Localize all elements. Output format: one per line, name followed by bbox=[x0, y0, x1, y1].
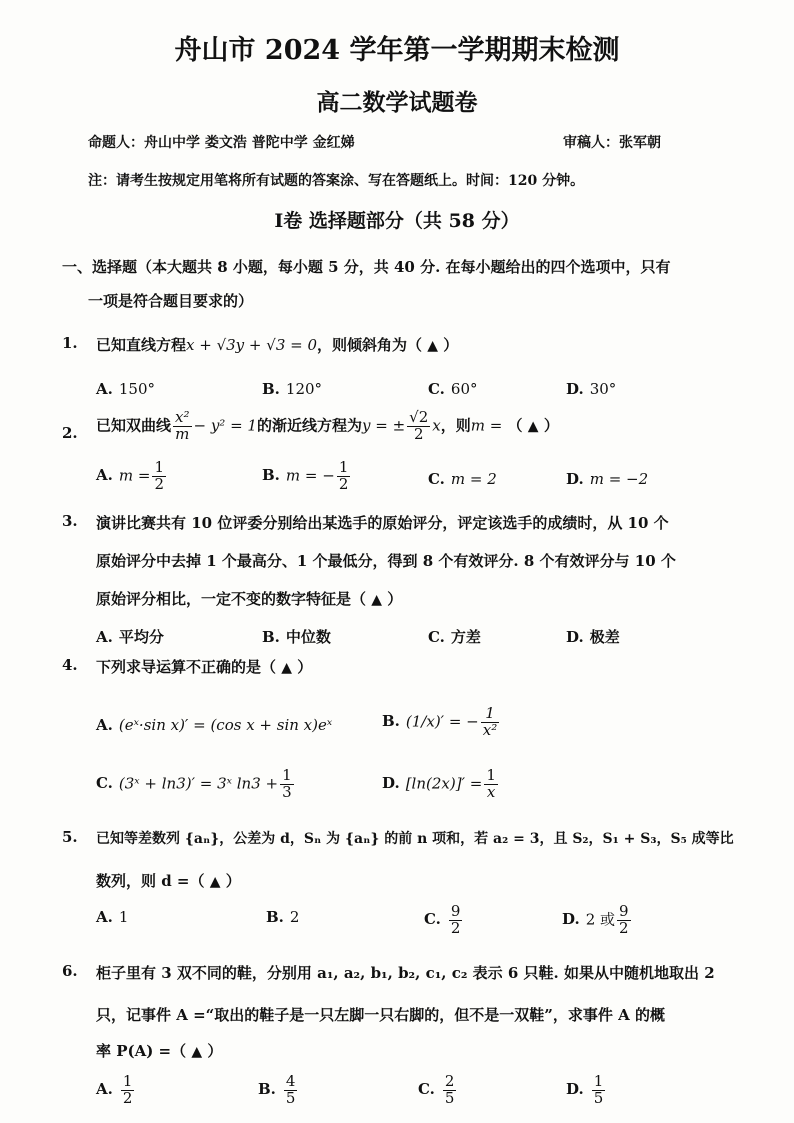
option-label: A. bbox=[96, 466, 113, 485]
option-fraction bbox=[121, 1074, 135, 1107]
q6-option-c[interactable] bbox=[418, 1074, 458, 1107]
option-text: 1 bbox=[118, 908, 129, 926]
q2-text-mid: 的渐近线方程为 bbox=[256, 416, 362, 435]
q4-close-paren: ） bbox=[297, 658, 313, 676]
denominator: 2 bbox=[122, 1088, 133, 1107]
q4-option-c[interactable] bbox=[96, 768, 296, 801]
question-number: 3. bbox=[62, 512, 78, 530]
q3-close-paren: ） bbox=[387, 590, 403, 608]
denominator: x² bbox=[482, 720, 498, 739]
option-fraction bbox=[484, 768, 498, 801]
answer-marker-icon: ▲ bbox=[209, 874, 221, 890]
question-6-line3 bbox=[96, 1040, 222, 1061]
option-label: D. bbox=[562, 910, 580, 929]
option-label: D. bbox=[566, 470, 584, 488]
q2-option-a[interactable] bbox=[96, 460, 168, 493]
q5-close-paren: ） bbox=[225, 872, 241, 890]
question-number: 4. bbox=[62, 656, 78, 674]
q2-open-paren: （ bbox=[507, 416, 523, 435]
question-number: 2. bbox=[62, 424, 78, 442]
option-fraction bbox=[481, 706, 499, 739]
denominator: 2 bbox=[154, 474, 164, 493]
option-text: 30° bbox=[589, 380, 617, 398]
option-label: B. bbox=[382, 712, 400, 731]
q4-option-d[interactable] bbox=[382, 768, 500, 801]
option-text: 150° bbox=[118, 380, 156, 398]
denominator: 3 bbox=[282, 782, 292, 801]
part1-instructions-line2: 一项是符合题目要求的） bbox=[88, 292, 254, 310]
authors-line: 命题人：舟山中学 娄文浩 普陀中学 金红娣 bbox=[88, 135, 355, 151]
q1-option-a[interactable] bbox=[96, 380, 155, 398]
option-label: A. bbox=[96, 908, 113, 926]
option-label: D. bbox=[566, 1080, 584, 1099]
q6-text: 率 P(A) =（ bbox=[96, 1042, 187, 1060]
denominator: 2 bbox=[338, 474, 349, 493]
question-3-line3 bbox=[96, 588, 402, 609]
numerator: 1 bbox=[122, 1072, 133, 1090]
option-label: A. bbox=[96, 380, 113, 398]
option-label: C. bbox=[424, 910, 441, 929]
q2-option-d[interactable] bbox=[566, 470, 648, 488]
denominator: 2 bbox=[450, 918, 461, 937]
numerator: 1 bbox=[282, 766, 292, 784]
numerator: 1 bbox=[486, 766, 496, 784]
option-fraction bbox=[280, 768, 294, 801]
q3-text: 原始评分相比，一定不变的数字特征是（ bbox=[96, 590, 367, 608]
reviewer-line: 审稿人：张军朝 bbox=[563, 135, 661, 151]
q2-text-post: ，则 bbox=[440, 416, 471, 435]
option-text: 方差 bbox=[450, 628, 481, 646]
numerator: 1 bbox=[154, 458, 164, 476]
option-label: A. bbox=[96, 1080, 113, 1099]
option-fraction bbox=[617, 904, 631, 937]
option-text: 极差 bbox=[589, 628, 620, 646]
option-label: C. bbox=[428, 628, 445, 646]
numerator: x² bbox=[175, 408, 190, 426]
option-text: m = bbox=[118, 466, 151, 485]
option-label: A. bbox=[96, 628, 113, 646]
option-fraction bbox=[152, 460, 166, 493]
option-label: A. bbox=[96, 716, 113, 734]
q6-close-paren: ） bbox=[207, 1042, 223, 1060]
numerator: 9 bbox=[619, 902, 629, 920]
option-label: D. bbox=[566, 628, 584, 646]
denominator: 2 bbox=[413, 424, 424, 443]
exam-subtitle: 高二数学试题卷 bbox=[316, 89, 478, 116]
numerator: 4 bbox=[285, 1072, 296, 1090]
option-label: C. bbox=[96, 774, 113, 793]
option-fraction bbox=[449, 904, 463, 937]
q2-equation-tail: − y² = 1 bbox=[193, 416, 257, 435]
q2-fraction bbox=[173, 410, 191, 443]
q1-line-equation: x + √3y + √3 = 0 bbox=[186, 336, 318, 354]
option-text: 2 或 bbox=[585, 910, 616, 929]
numerator: 2 bbox=[444, 1072, 455, 1090]
denominator: m bbox=[175, 424, 190, 443]
option-fraction bbox=[443, 1074, 457, 1107]
numerator: 9 bbox=[450, 902, 461, 920]
numerator: √2 bbox=[409, 408, 429, 426]
question-1-text bbox=[96, 334, 458, 355]
question-number: 1. bbox=[62, 334, 78, 352]
option-label: B. bbox=[262, 466, 280, 485]
q4-option-b[interactable] bbox=[382, 706, 501, 739]
option-label: B. bbox=[266, 908, 284, 926]
q3-option-a[interactable] bbox=[96, 626, 164, 647]
option-fraction bbox=[592, 1074, 606, 1107]
q5-option-a[interactable] bbox=[96, 908, 128, 926]
question-6-line2: 只，记事件 A =“取出的鞋子是一只左脚一只右脚的，但不是一双鞋”，求事件 A 的概 bbox=[96, 1006, 665, 1024]
q6-option-b[interactable] bbox=[258, 1074, 299, 1107]
q1-option-d[interactable] bbox=[566, 380, 616, 398]
answer-marker-icon: ▲ bbox=[191, 1044, 203, 1060]
answer-marker-icon: ▲ bbox=[371, 592, 383, 608]
option-text: m = − bbox=[285, 466, 335, 485]
q6-option-d[interactable] bbox=[566, 1074, 607, 1107]
option-text: 平均分 bbox=[118, 628, 164, 646]
question-5-line1: 已知等差数列 {aₙ}，公差为 d，Sₙ 为 {aₙ} 的前 n 项和，若 a₂ = 3，且 S₂，S₁ + S₃，S₅ 成等比 bbox=[96, 831, 734, 847]
q1-option-b[interactable] bbox=[262, 380, 322, 398]
option-label: C. bbox=[428, 470, 445, 488]
q2-text-pre: 已知双曲线 bbox=[96, 416, 172, 435]
q1-close-paren: ） bbox=[443, 336, 459, 354]
option-text: m = −2 bbox=[589, 470, 649, 488]
option-text: m = 2 bbox=[450, 470, 497, 488]
option-label: C. bbox=[418, 1080, 435, 1099]
q6-option-a[interactable] bbox=[96, 1074, 136, 1107]
q5-option-b[interactable] bbox=[266, 908, 299, 926]
option-text: [ln(2x)]′ = bbox=[405, 774, 483, 793]
answer-marker-icon: ▲ bbox=[527, 418, 539, 435]
q2-asymptote-x: x bbox=[432, 416, 441, 435]
q2-asymptote-fraction bbox=[407, 410, 430, 443]
option-text: (3ˣ + ln3)′ = 3ˣ ln3 + bbox=[118, 774, 279, 793]
denominator: 2 bbox=[619, 918, 629, 937]
exam-title: 舟山市 2024 学年第一学期期末检测 bbox=[174, 35, 620, 66]
question-2-text bbox=[96, 410, 559, 443]
q5-option-d[interactable] bbox=[562, 904, 633, 937]
q2-close-paren: ） bbox=[543, 416, 559, 435]
q5-text: 数列，则 d =（ bbox=[96, 872, 205, 890]
denominator: x bbox=[486, 782, 496, 801]
numerator: 1 bbox=[338, 458, 349, 476]
section-title: Ⅰ卷 选择题部分（共 58 分） bbox=[274, 210, 520, 232]
option-label: D. bbox=[382, 774, 400, 793]
option-text: (1/x)′ = − bbox=[405, 712, 479, 731]
numerator: 1 bbox=[481, 706, 499, 723]
option-label: B. bbox=[262, 628, 280, 646]
part1-instructions-line1: 一、选择题（本大题共 8 小题，每小题 5 分，共 40 分. 在每小题给出的四个选项中，只有 bbox=[62, 258, 671, 276]
denominator: 5 bbox=[444, 1088, 455, 1107]
option-label: C. bbox=[428, 380, 445, 398]
q1-text-post: ，则倾斜角为（ bbox=[317, 336, 423, 354]
q3-option-c[interactable] bbox=[428, 626, 481, 647]
answer-marker-icon: ▲ bbox=[281, 660, 293, 676]
q2-asymptote: y = ± bbox=[362, 416, 406, 435]
option-text: 中位数 bbox=[285, 628, 331, 646]
option-text: 60° bbox=[450, 380, 478, 398]
question-3-line1: 演讲比赛共有 10 位评委分别给出某选手的原始评分，评定该选手的成绩时，从 10 个 bbox=[96, 514, 669, 532]
question-5-line2 bbox=[96, 870, 241, 891]
question-number: 5. bbox=[62, 828, 78, 846]
denominator: 5 bbox=[593, 1088, 604, 1107]
q3-option-b[interactable] bbox=[262, 626, 331, 647]
q4-text: 下列求导运算不正确的是（ bbox=[96, 658, 277, 676]
option-text: 120° bbox=[285, 380, 323, 398]
answer-marker-icon: ▲ bbox=[427, 338, 439, 354]
q2-option-c[interactable] bbox=[428, 470, 497, 488]
q2-option-b[interactable] bbox=[262, 460, 352, 493]
option-label: B. bbox=[258, 1080, 276, 1099]
option-fraction bbox=[337, 460, 351, 493]
q5-option-c[interactable] bbox=[424, 904, 464, 937]
q3-option-d[interactable] bbox=[566, 626, 620, 647]
question-4-text bbox=[96, 656, 312, 677]
q4-option-a[interactable] bbox=[96, 716, 332, 734]
q2-m: m = bbox=[470, 416, 503, 435]
option-label: B. bbox=[262, 380, 280, 398]
exam-note: 注：请考生按规定用笔将所有试题的答案涂、写在答题纸上。时间：120 分钟。 bbox=[88, 173, 585, 189]
option-text: (eˣ·sin x)′ = (cos x + sin x)eˣ bbox=[118, 716, 333, 734]
option-text: 2 bbox=[289, 908, 300, 926]
q1-option-c[interactable] bbox=[428, 380, 478, 398]
numerator: 1 bbox=[593, 1072, 604, 1090]
question-number: 6. bbox=[62, 962, 78, 980]
denominator: 5 bbox=[285, 1088, 296, 1107]
question-3-line2: 原始评分中去掉 1 个最高分、1 个最低分，得到 8 个有效评分. 8 个有效评分与 10 个 bbox=[96, 552, 676, 570]
option-fraction bbox=[284, 1074, 298, 1107]
q1-text-pre: 已知直线方程 bbox=[96, 336, 187, 354]
question-6-line1: 柜子里有 3 双不同的鞋，分别用 a₁, a₂, b₁, b₂, c₁, c₂ 表示 6 只鞋. 如果从中随机地取出 2 bbox=[96, 964, 715, 982]
option-label: D. bbox=[566, 380, 584, 398]
